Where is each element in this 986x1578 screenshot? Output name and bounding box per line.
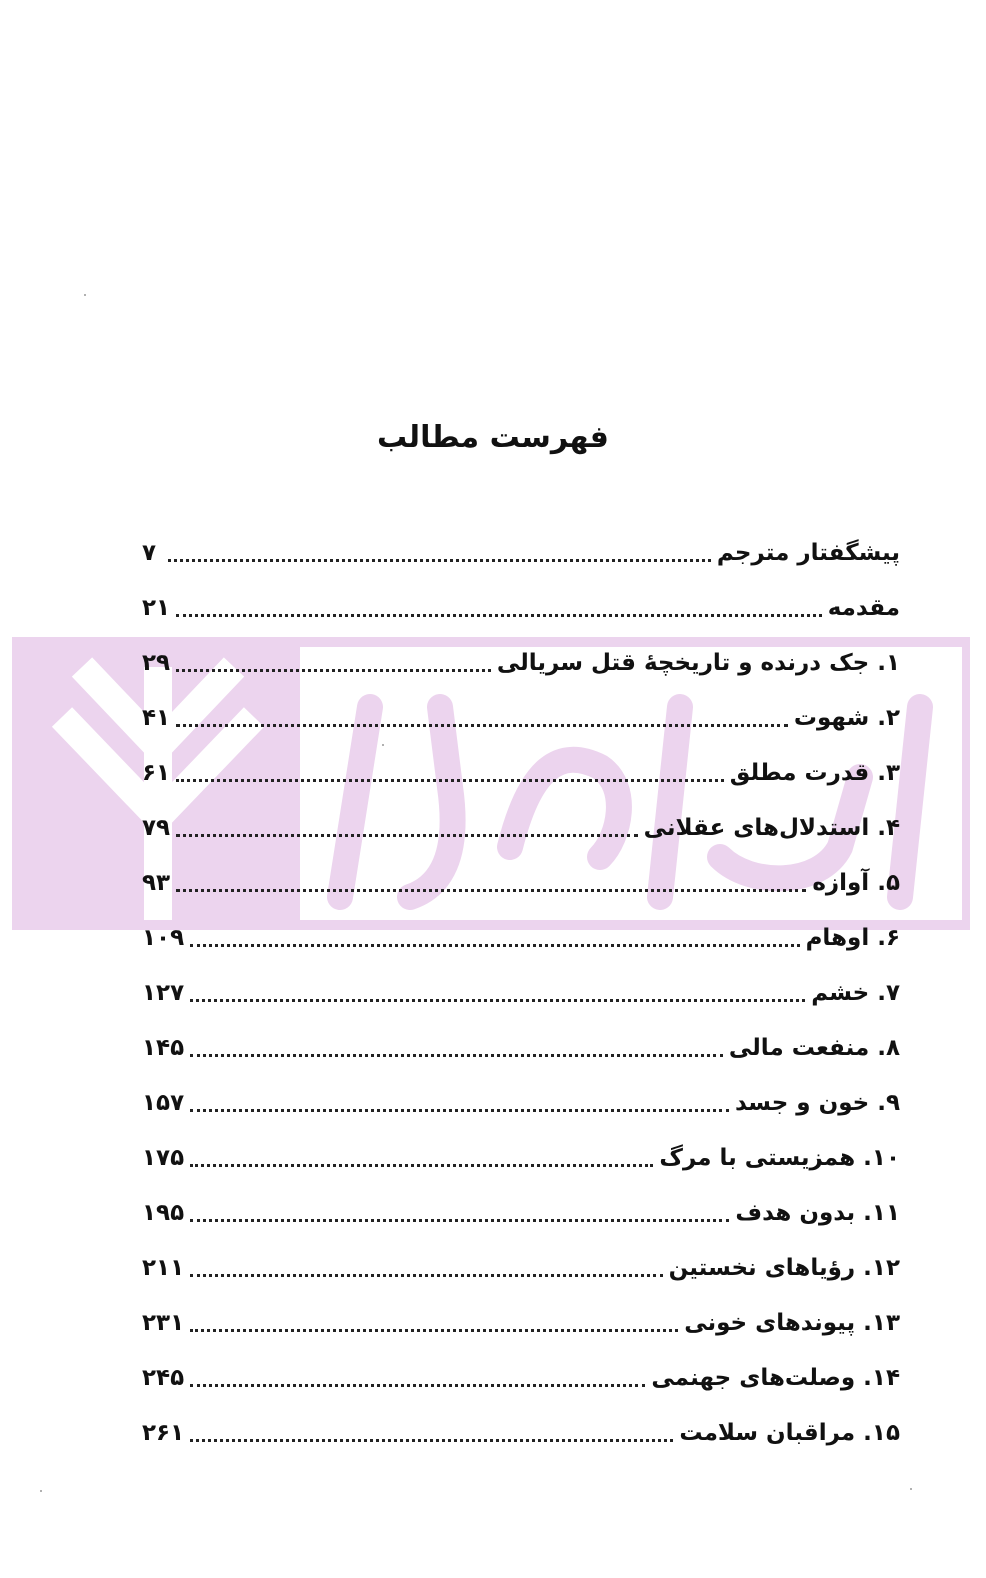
toc-entry-page-number: ۲۴۵	[142, 1364, 185, 1391]
toc-entry-page-number: ۲۹	[142, 649, 171, 676]
toc-dot-leader	[190, 1329, 678, 1332]
toc-entry	[142, 965, 900, 1020]
toc-entry-title: مقدمه	[827, 594, 900, 621]
toc-entry-page-number: ۲۳۱	[142, 1309, 185, 1336]
toc-dot-leader	[176, 834, 638, 837]
toc-dot-leader	[176, 724, 788, 727]
toc-entry-page-number: ۷	[142, 539, 157, 566]
toc-dot-leader	[190, 1054, 723, 1057]
toc-dot-leader	[190, 1164, 653, 1167]
toc-entry	[142, 580, 900, 635]
toc-dot-leader	[190, 1219, 729, 1222]
toc-entry-page-number: ۲۶۱	[142, 1419, 185, 1446]
toc-entry	[142, 1350, 900, 1405]
toc-dot-leader	[168, 559, 711, 562]
toc-entry	[142, 1075, 900, 1130]
page-title: فهرست مطالب	[377, 420, 609, 455]
toc-entry-page-number: ۴۱	[142, 704, 171, 731]
toc-entry-page-number: ۱۲۷	[142, 979, 185, 1006]
toc-entry	[142, 1020, 900, 1075]
toc-entry	[142, 635, 900, 690]
toc-entry-page-number: ۶۱	[142, 759, 171, 786]
toc-entry-page-number: ۱۰۹	[142, 924, 185, 951]
toc-entry-title: ۵. آوازه	[812, 869, 900, 896]
toc-entry-page-number: ۷۹	[142, 814, 171, 841]
toc-entry-title: ۹. خون و جسد	[735, 1089, 900, 1116]
toc-entry-title: ۲. شهوت	[793, 704, 900, 731]
toc-entry	[142, 745, 900, 800]
toc-entry-page-number: ۱۵۷	[142, 1089, 185, 1116]
toc-entry-title: ۴. استدلال‌های عقلانی	[643, 814, 900, 841]
toc-dot-leader	[190, 1109, 729, 1112]
toc-entry	[142, 525, 900, 580]
paper-speck	[910, 1488, 912, 1490]
toc-entry	[142, 1295, 900, 1350]
toc-entry-page-number: ۱۴۵	[142, 1034, 185, 1061]
toc-entry-title: ۱۰. همزیستی با مرگ	[659, 1144, 900, 1171]
toc-entry-title: ۷. خشم	[811, 979, 900, 1006]
toc-entry-title: ۶. اوهام	[805, 924, 900, 951]
toc-dot-leader	[190, 944, 799, 947]
toc-entry-title: ۱۱. بدون هدف	[735, 1199, 900, 1226]
toc-dot-leader	[190, 1274, 662, 1277]
toc-entry-page-number: ۲۱۱	[142, 1254, 185, 1281]
toc-entry-title: ۱۴. وصلت‌های جهنمی	[651, 1364, 900, 1391]
toc-entry-title: ۳. قدرت مطلق	[729, 759, 900, 786]
toc-entry-title: ۱۲. رؤیاهای نخستین	[668, 1254, 900, 1281]
toc-dot-leader	[176, 669, 491, 672]
toc-entry-title: پیشگفتار مترجم	[716, 539, 900, 566]
toc-entry	[142, 1130, 900, 1185]
toc-entry	[142, 910, 900, 965]
toc-dot-leader	[176, 614, 822, 617]
table-of-contents	[142, 525, 900, 1460]
toc-entry-page-number: ۲۱	[142, 594, 171, 621]
toc-entry-page-number: ۱۷۵	[142, 1144, 185, 1171]
toc-entry	[142, 690, 900, 745]
toc-entry	[142, 1185, 900, 1240]
toc-entry	[142, 855, 900, 910]
toc-entry-title: ۱۳. پیوندهای خونی	[684, 1309, 900, 1336]
toc-dot-leader	[190, 1384, 645, 1387]
toc-dot-leader	[190, 1439, 673, 1442]
toc-entry-page-number: ۹۳	[142, 869, 171, 896]
toc-entry-title: ۸. منفعت مالی	[728, 1034, 900, 1061]
toc-entry-page-number: ۱۹۵	[142, 1199, 185, 1226]
toc-entry	[142, 1405, 900, 1460]
toc-dot-leader	[176, 779, 724, 782]
paper-speck	[84, 294, 86, 296]
toc-entry-title: ۱۵. مراقبان سلامت	[679, 1419, 900, 1446]
toc-dot-leader	[190, 999, 805, 1002]
toc-entry-title: ۱. جک درنده و تاریخچهٔ قتل سریالی	[496, 649, 900, 676]
toc-dot-leader	[176, 889, 806, 892]
toc-entry	[142, 800, 900, 855]
paper-speck	[40, 1490, 42, 1492]
toc-entry	[142, 1240, 900, 1295]
